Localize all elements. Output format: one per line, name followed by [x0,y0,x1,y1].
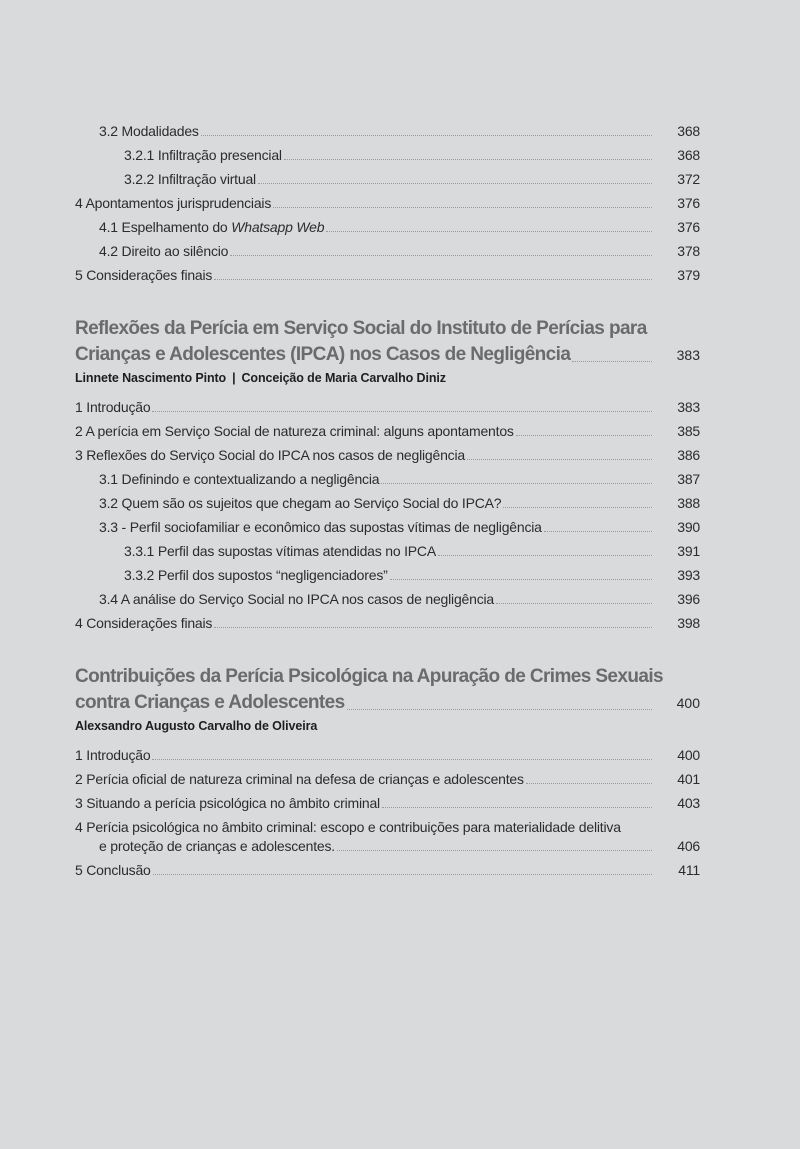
entry-label: 5 Considerações finais [75,267,213,283]
toc-entry[interactable] [75,146,700,164]
toc-entry[interactable] [75,470,700,488]
chapter-title-line1: Reflexões da Perícia em Serviço Social do Instituto de Perícias para [75,318,647,339]
toc-entry[interactable] [75,266,700,284]
chapter-title[interactable] [75,316,700,368]
entry-page: 401 [677,771,700,787]
dot-leader [544,531,652,532]
entry-label-prefix: 4.1 Espelhamento do [99,219,232,235]
entry-page: 368 [677,123,700,139]
dot-leader [152,411,652,412]
entry-label: 4 Apontamentos jurisprudenciais [75,195,272,211]
author-name: Conceição de Maria Carvalho Diniz [241,371,446,385]
entry-page: 406 [677,838,700,854]
entry-page: 376 [677,219,700,235]
chapter-title-line2: contra Crianças e Adolescentes [75,692,345,713]
dot-leader [390,579,652,580]
entry-page: 385 [677,423,700,439]
chapter-title-line1: Contribuições da Perícia Psicológica na Apuração de Crimes Sexuais [75,666,663,687]
entry-label: 3.1 Definindo e contextualizando a negligência [99,471,380,487]
toc-entry[interactable] [75,518,700,536]
entry-page: 376 [677,195,700,211]
dot-leader [467,459,652,460]
chapter-title-line2: Crianças e Adolescentes (IPCA) nos Casos de Negligência [75,344,571,365]
entry-page: 383 [677,399,700,415]
entry-page: 390 [677,519,700,535]
toc-entry[interactable] [75,746,700,764]
entry-label: 2 Perícia oficial de natureza criminal na defesa de crianças e adolescentes [75,771,524,787]
entry-label: 4 Considerações finais [75,615,213,631]
toc-entry[interactable] [75,170,700,188]
entry-page: 386 [677,447,700,463]
toc-entry[interactable] [75,122,700,140]
toc-entry[interactable] [75,242,700,260]
dot-leader [214,627,652,628]
toc-entry[interactable] [75,566,700,584]
entry-label: 3 Situando a perícia psicológica no âmbito criminal [75,795,380,811]
toc-entry[interactable] [75,614,700,632]
dot-leader [337,850,652,851]
toc-entry[interactable] [75,422,700,440]
dot-leader [284,159,652,160]
entry-label: 3 Reflexões do Serviço Social do IPCA nos casos de negligência [75,447,465,463]
author-name: Alexsandro Augusto Carvalho de Oliveira [75,719,318,733]
entry-page: 403 [677,795,700,811]
dot-leader [496,603,652,604]
entry-label: 5 Conclusão [75,862,151,878]
entry-page: 379 [677,267,700,283]
dot-leader [201,135,652,136]
entry-label: 1 Introdução [75,399,151,415]
entry-label: 1 Introdução [75,747,151,763]
toc-entry[interactable] [75,398,700,416]
toc-entry[interactable] [75,861,700,879]
chapter-page: 400 [676,695,700,711]
dot-leader [326,231,652,232]
entry-page: 391 [677,543,700,559]
entry-label: 4.2 Direito ao silêncio [99,243,229,259]
entry-label [75,218,324,236]
entry-page: 372 [677,171,700,187]
dot-leader [152,759,652,760]
dot-leader [382,807,652,808]
author-name: Linnete Nascimento Pinto [75,371,227,385]
dot-leader [273,207,652,208]
chapter-title[interactable] [75,664,700,716]
entry-page: 393 [677,567,700,583]
toc-entry[interactable] [75,446,700,464]
dot-leader [347,709,652,710]
toc-entry[interactable] [75,770,700,788]
toc-entry[interactable] [75,542,700,560]
dot-leader [526,783,652,784]
chapter-authors [75,719,317,733]
dot-leader [381,483,652,484]
entry-page: 368 [677,147,700,163]
entry-label-line1: 4 Perícia psicológica no âmbito criminal: escopo e contribuições para materialidade delitiva [75,819,621,835]
toc-entry[interactable] [75,218,700,236]
toc-entry[interactable] [75,494,700,512]
chapter-authors [75,371,446,385]
dot-leader [258,183,652,184]
entry-label: 3.3.2 Perfil dos supostos “negligenciadores” [124,567,388,583]
dot-leader [516,435,652,436]
dot-leader [230,255,652,256]
entry-page: 378 [677,243,700,259]
entry-label: 3.2.2 Infiltração virtual [124,171,256,187]
toc-entry[interactable] [75,590,700,608]
dot-leader [438,555,652,556]
toc-entry-continuation[interactable] [75,837,700,855]
toc-entry[interactable] [75,818,700,836]
entry-label: 2 A perícia em Serviço Social de natureza criminal: alguns apontamentos [75,423,514,439]
entry-page: 396 [677,591,700,607]
entry-page: 388 [677,495,700,511]
toc-entry[interactable] [75,194,700,212]
entry-page: 400 [677,747,700,763]
entry-label-italic: Whatsapp Web [231,219,325,235]
dot-leader [153,874,652,875]
entry-label: 3.4 A análise do Serviço Social no IPCA nos casos de negligência [99,591,495,607]
entry-label: 3.3.1 Perfil das supostas vítimas atendidas no IPCA [124,543,436,559]
entry-page: 387 [677,471,700,487]
dot-leader [214,279,652,280]
chapter-page: 383 [676,347,700,363]
entry-page: 398 [677,615,700,631]
entry-page: 411 [678,862,700,878]
entry-label: 3.3 - Perfil sociofamiliar e econômico das supostas vítimas de negligência [99,519,542,535]
author-separator: | [232,371,236,385]
entry-label: 3.2 Modalidades [99,123,199,139]
entry-label: 3.2.1 Infiltração presencial [124,147,282,163]
dot-leader [572,361,652,362]
dot-leader [503,507,652,508]
entry-label-line2: e proteção de crianças e adolescentes. [99,838,335,854]
toc-entry[interactable] [75,794,700,812]
entry-label: 3.2 Quem são os sujeitos que chegam ao Serviço Social do IPCA? [99,495,502,511]
